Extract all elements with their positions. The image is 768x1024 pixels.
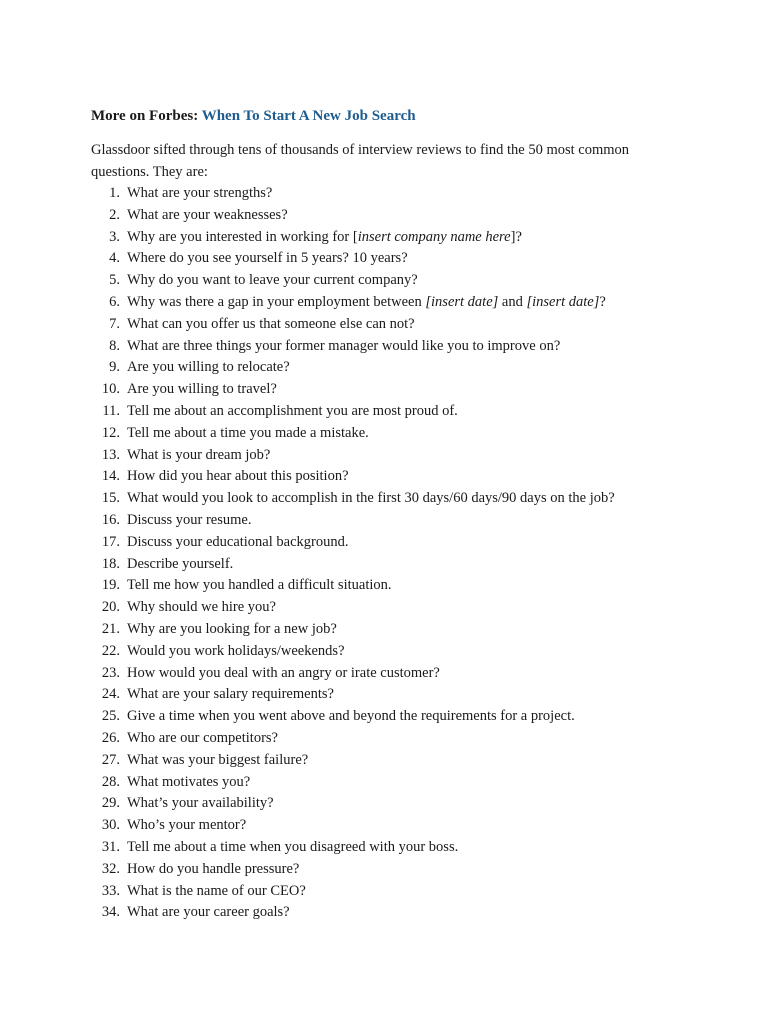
list-item-number: 24. (101, 686, 120, 703)
heading-prefix: More on Forbes: (91, 108, 202, 124)
list-item (91, 750, 691, 772)
question-text: Where do you see yourself in 5 years? 10 years? (127, 250, 408, 267)
list-item-text (127, 314, 415, 336)
list-item-number: 27. (101, 751, 120, 768)
list-item-text (127, 750, 308, 772)
question-text: Who’s your mentor? (127, 817, 247, 834)
questions-list (91, 183, 691, 924)
list-item-number: 7. (109, 315, 120, 332)
list-item (91, 183, 691, 205)
placeholder-text: [insert date] (425, 293, 499, 310)
list-item-number: 14. (101, 468, 120, 485)
list-item (91, 314, 691, 336)
list-item-number: 30. (101, 817, 120, 834)
list-item (91, 423, 691, 445)
list-item (91, 793, 691, 815)
list-item (91, 357, 691, 379)
list-item-text (127, 859, 299, 881)
list-item-text (127, 183, 272, 205)
question-text: Describe yourself. (127, 555, 234, 572)
question-text: What would you look to accomplish in the first 30 days/60 days/90 days on the job? (127, 490, 615, 507)
list-item-number: 33. (101, 882, 120, 899)
question-text: What are your weaknesses? (127, 206, 288, 223)
list-item-number: 26. (101, 729, 120, 746)
list-item-number: 18. (101, 555, 120, 572)
list-item-number: 34. (101, 904, 120, 921)
question-text: Would you work holidays/weekends? (127, 642, 345, 659)
question-text: Tell me how you handled a difficult situation. (127, 577, 392, 594)
list-item (91, 684, 691, 706)
list-item-number: 32. (101, 860, 120, 877)
list-item (91, 336, 691, 358)
list-item-number: 15. (101, 490, 120, 507)
list-item (91, 227, 691, 249)
list-item (91, 401, 691, 423)
list-item-text (127, 466, 349, 488)
list-item-text (127, 270, 418, 292)
question-text: What is your dream job? (127, 446, 271, 463)
list-item-text (127, 248, 408, 270)
list-item-text (127, 532, 348, 554)
question-text: What are three things your former manager would like you to improve on? (127, 337, 561, 354)
question-text: What are your salary requirements? (127, 686, 334, 703)
question-text: Tell me about an accomplishment you are most proud of. (127, 402, 458, 419)
list-item (91, 379, 691, 401)
question-text: Tell me about a time you made a mistake. (127, 424, 369, 441)
question-text: Why was there a gap in your employment between (127, 293, 426, 310)
list-item-text (127, 619, 337, 641)
list-item (91, 270, 691, 292)
list-item-text (127, 575, 392, 597)
list-item-text (127, 902, 290, 924)
list-item-number: 13. (101, 446, 120, 463)
question-text: Who are our competitors? (127, 729, 278, 746)
list-item-number: 19. (101, 577, 120, 594)
list-item-number: 8. (109, 337, 120, 354)
question-text: Discuss your resume. (127, 511, 252, 528)
list-item-text (127, 336, 560, 358)
list-item (91, 248, 691, 270)
list-item-text (127, 554, 233, 576)
list-item-number: 1. (109, 185, 120, 201)
list-item-number: 28. (101, 773, 120, 790)
list-item-text (127, 597, 276, 619)
list-item-text (127, 292, 606, 314)
list-item-text (127, 663, 440, 685)
list-item-text (127, 641, 345, 663)
list-item (91, 837, 691, 859)
list-item-number: 4. (109, 250, 120, 267)
list-item (91, 881, 691, 903)
list-item (91, 619, 691, 641)
list-item-text (127, 684, 334, 706)
list-item (91, 663, 691, 685)
placeholder-text: insert company name here (357, 228, 511, 245)
list-item (91, 292, 691, 314)
list-item-number: 9. (109, 359, 120, 376)
list-item (91, 728, 691, 750)
list-item-text (127, 706, 575, 728)
list-item-number: 17. (101, 533, 120, 550)
list-item-number: 5. (109, 272, 120, 289)
question-text: Are you willing to travel? (127, 381, 277, 398)
list-item-number: 23. (101, 664, 120, 681)
list-item (91, 445, 691, 467)
list-item-number: 2. (109, 206, 120, 223)
list-item-number: 12. (101, 424, 120, 441)
question-text: Why are you interested in working for [ (127, 228, 358, 245)
question-text: Give a time when you went above and beyond the requirements for a project. (127, 708, 575, 725)
intro-paragraph: Glassdoor sifted through tens of thousands of interview reviews to find the 50 most common questions. They are: (91, 142, 630, 180)
list-item-number: 6. (109, 293, 120, 310)
list-item (91, 532, 691, 554)
list-item-number: 20. (101, 599, 120, 616)
list-item-text (127, 423, 369, 445)
list-item-number: 16. (101, 511, 120, 528)
list-item (91, 488, 691, 510)
list-item (91, 706, 691, 728)
list-item-text (127, 205, 288, 227)
list-item-text (127, 728, 278, 750)
list-item-number: 11. (102, 402, 120, 419)
list-item-text (127, 837, 458, 859)
question-text: What was your biggest failure? (127, 751, 309, 768)
list-item-number: 22. (101, 642, 120, 659)
list-item-text (127, 379, 277, 401)
list-item-number: 31. (101, 838, 120, 855)
question-text: What are your strengths? (127, 185, 273, 201)
question-text: and (498, 293, 527, 310)
question-text: ? (599, 293, 606, 310)
question-text: Discuss your educational background. (127, 533, 349, 550)
list-item (91, 815, 691, 837)
question-text: What can you offer us that someone else can not? (127, 315, 415, 332)
question-text: What are your career goals? (127, 904, 290, 921)
placeholder-text: [insert date] (526, 293, 600, 310)
question-text: Why do you want to leave your current company? (127, 272, 418, 289)
question-text: What is the name of our CEO? (127, 882, 306, 899)
question-text: Why should we hire you? (127, 599, 276, 616)
question-text: ]? (510, 228, 522, 245)
question-text: Tell me about a time when you disagreed with your boss. (127, 838, 459, 855)
list-item (91, 554, 691, 576)
question-text: How did you hear about this position? (127, 468, 349, 485)
list-item (91, 510, 691, 532)
question-text: What motivates you? (127, 773, 251, 790)
list-item-text (127, 357, 290, 379)
question-text: Why are you looking for a new job? (127, 620, 337, 637)
list-item-text (127, 488, 615, 510)
question-text: How would you deal with an angry or irate customer? (127, 664, 440, 681)
list-item-text (127, 815, 246, 837)
list-item (91, 205, 691, 227)
question-text: How do you handle pressure? (127, 860, 300, 877)
list-item-text (127, 401, 458, 423)
list-item (91, 597, 691, 619)
list-item (91, 575, 691, 597)
article-link[interactable]: When To Start A New Job Search (201, 108, 416, 124)
list-item (91, 859, 691, 881)
list-item (91, 772, 691, 794)
question-text: Are you willing to relocate? (127, 359, 290, 376)
list-item-number: 10. (101, 381, 120, 398)
list-item-text (127, 881, 306, 903)
list-item-text (127, 510, 251, 532)
list-item-text (127, 445, 270, 467)
question-text: What’s your availability? (127, 795, 274, 812)
list-item-number: 3. (109, 228, 120, 245)
list-item-number: 29. (101, 795, 120, 812)
list-item (91, 466, 691, 488)
list-item-number: 21. (101, 620, 120, 637)
list-item-text (127, 772, 250, 794)
more-on-forbes-heading (91, 106, 416, 127)
list-item-number: 25. (101, 708, 120, 725)
list-item-text (127, 227, 522, 249)
list-item-text (127, 793, 274, 815)
list-item (91, 902, 691, 924)
list-item (91, 641, 691, 663)
